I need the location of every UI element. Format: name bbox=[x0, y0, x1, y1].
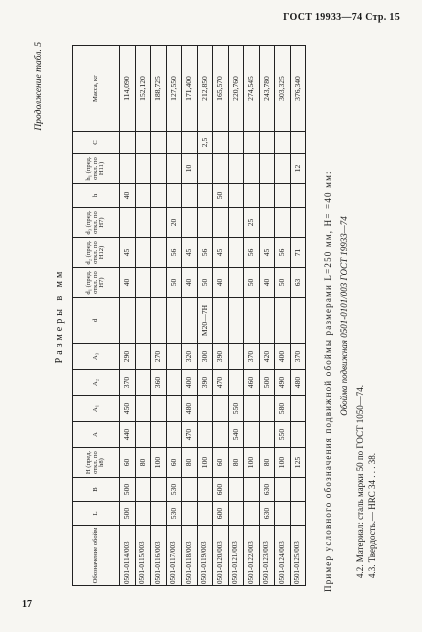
table-caption: Размеры в мм bbox=[54, 268, 65, 364]
table-cell: 370 bbox=[244, 344, 260, 370]
table-cell bbox=[135, 344, 151, 370]
table-cell bbox=[151, 208, 167, 238]
table-cell: 370 bbox=[290, 344, 306, 370]
table-cell bbox=[259, 154, 275, 184]
table-cell: 80 bbox=[259, 448, 275, 478]
table-cell: 100 bbox=[244, 448, 260, 478]
table-cell: 450 bbox=[120, 396, 136, 422]
table-cell: 50 bbox=[197, 268, 213, 298]
table-cell: 114,090 bbox=[120, 46, 136, 132]
table-cell bbox=[166, 132, 182, 154]
table-cell bbox=[135, 502, 151, 526]
table-cell bbox=[166, 422, 182, 448]
table-cell: 80 bbox=[135, 448, 151, 478]
table-cell bbox=[151, 184, 167, 208]
table-cell: 390 bbox=[197, 370, 213, 396]
table-cell bbox=[259, 422, 275, 448]
table-cell: 100 bbox=[197, 448, 213, 478]
table-cell bbox=[197, 396, 213, 422]
table-cell: 125 bbox=[290, 448, 306, 478]
designation-cell: 0501-0121/003 bbox=[228, 526, 244, 586]
table-cell bbox=[244, 502, 260, 526]
column-header: d₃ (пред. откл. по H7) bbox=[73, 208, 120, 238]
table-cell bbox=[275, 208, 291, 238]
column-header: A₂ bbox=[73, 370, 120, 396]
table-cell: 580 bbox=[275, 396, 291, 422]
table-cell bbox=[275, 298, 291, 344]
table-cell: 243,780 bbox=[259, 46, 275, 132]
table-cell bbox=[228, 298, 244, 344]
table-row bbox=[290, 46, 306, 586]
designation-cell: 0501-0124/003 bbox=[275, 526, 291, 586]
table-cell bbox=[120, 208, 136, 238]
notes-block bbox=[322, 40, 379, 592]
table-cell bbox=[151, 422, 167, 448]
table-cell bbox=[135, 208, 151, 238]
page-number: 17 bbox=[22, 599, 32, 610]
table-cell: 274,545 bbox=[244, 46, 260, 132]
table-cell: 2,5 bbox=[197, 132, 213, 154]
table-cell bbox=[275, 502, 291, 526]
table-cell: 56 bbox=[197, 238, 213, 268]
table-cell bbox=[135, 132, 151, 154]
table-cell: 290 bbox=[120, 344, 136, 370]
table-cell: 270 bbox=[151, 344, 167, 370]
table-cell bbox=[228, 154, 244, 184]
table-cell bbox=[244, 154, 260, 184]
table-cell bbox=[213, 208, 229, 238]
table-cell bbox=[228, 502, 244, 526]
column-header: A₃ bbox=[73, 344, 120, 370]
table-row bbox=[120, 46, 136, 586]
table-cell: 530 bbox=[166, 502, 182, 526]
table-cell bbox=[259, 298, 275, 344]
table-cell: 152,120 bbox=[135, 46, 151, 132]
table-cell bbox=[275, 184, 291, 208]
table-cell bbox=[151, 396, 167, 422]
table-cell bbox=[120, 298, 136, 344]
table-cell bbox=[135, 370, 151, 396]
table-cell: 300 bbox=[197, 344, 213, 370]
table-cell: 470 bbox=[182, 422, 198, 448]
table-cell: 56 bbox=[244, 238, 260, 268]
table-cell bbox=[151, 154, 167, 184]
designation-cell: 0501-0114/003 bbox=[120, 526, 136, 586]
table-cell: 40 bbox=[213, 268, 229, 298]
table-cell bbox=[259, 132, 275, 154]
table-cell: 40 bbox=[259, 268, 275, 298]
table-cell bbox=[244, 184, 260, 208]
designation-cell: 0501-0117/003 bbox=[166, 526, 182, 586]
table-cell: 60 bbox=[213, 448, 229, 478]
table-cell: 320 bbox=[182, 344, 198, 370]
table-cell bbox=[244, 396, 260, 422]
table-row bbox=[182, 46, 198, 586]
table-cell: 550 bbox=[275, 422, 291, 448]
table-cell: 440 bbox=[120, 422, 136, 448]
table-cell bbox=[228, 478, 244, 502]
table-cell: 500 bbox=[120, 502, 136, 526]
table-row bbox=[135, 46, 151, 586]
table-cell bbox=[197, 502, 213, 526]
table-cell bbox=[213, 132, 229, 154]
page-header bbox=[283, 12, 400, 23]
table-cell bbox=[182, 132, 198, 154]
table-cell: 188,725 bbox=[151, 46, 167, 132]
table-cell: 460 bbox=[244, 370, 260, 396]
column-header: h bbox=[73, 184, 120, 208]
column-header: H (пред. откл. по h8) bbox=[73, 448, 120, 478]
table-row bbox=[275, 46, 291, 586]
column-header: d₂ (пред. откл. по H12) bbox=[73, 238, 120, 268]
table-cell bbox=[259, 208, 275, 238]
table-cell: 480 bbox=[182, 396, 198, 422]
designation-cell: 0501-0116/003 bbox=[151, 526, 167, 586]
page-label: Стр. 15 bbox=[365, 12, 400, 23]
table-row bbox=[228, 46, 244, 586]
table-cell: 171,400 bbox=[182, 46, 198, 132]
designation-cell: 0501-0123/003 bbox=[259, 526, 275, 586]
table-cell bbox=[182, 502, 198, 526]
table-cell bbox=[290, 184, 306, 208]
table-cell: 63 bbox=[290, 268, 306, 298]
table-row bbox=[244, 46, 260, 586]
table-cell bbox=[151, 298, 167, 344]
table-cell bbox=[228, 238, 244, 268]
table-cell bbox=[120, 132, 136, 154]
table-cell: 390 bbox=[213, 344, 229, 370]
table-cell bbox=[228, 184, 244, 208]
table-cell: 80 bbox=[182, 448, 198, 478]
table-cell bbox=[135, 298, 151, 344]
table-cell bbox=[275, 154, 291, 184]
table-cell bbox=[135, 396, 151, 422]
table-cell bbox=[244, 132, 260, 154]
column-header: L bbox=[73, 502, 120, 526]
table-cell bbox=[290, 298, 306, 344]
table-cell: 630 bbox=[259, 478, 275, 502]
column-header: d bbox=[73, 298, 120, 344]
standard-number: ГОСТ 19933—74 bbox=[283, 12, 363, 23]
table-cell: 303,325 bbox=[275, 46, 291, 132]
table-cell bbox=[166, 298, 182, 344]
table-cell: 600 bbox=[213, 502, 229, 526]
table-row bbox=[197, 46, 213, 586]
table-cell: 50 bbox=[275, 268, 291, 298]
table-cell: 500 bbox=[259, 370, 275, 396]
table-cell: 60 bbox=[120, 448, 136, 478]
table-cell: 470 bbox=[213, 370, 229, 396]
table-row bbox=[259, 46, 275, 586]
table-cell: 12 bbox=[290, 154, 306, 184]
table-cell: 220,760 bbox=[228, 46, 244, 132]
table-cell bbox=[182, 184, 198, 208]
table-cell bbox=[228, 344, 244, 370]
column-header: d₁ (пред. откл. по H7) bbox=[73, 268, 120, 298]
table-cell: 100 bbox=[151, 448, 167, 478]
table-cell: 100 bbox=[275, 448, 291, 478]
table-header-row bbox=[73, 46, 120, 586]
table-cell bbox=[197, 154, 213, 184]
designation-cell: 0501-0122/003 bbox=[244, 526, 260, 586]
rotated-page-content bbox=[32, 36, 404, 596]
table-cell bbox=[135, 268, 151, 298]
table-cell: 56 bbox=[275, 238, 291, 268]
table-cell: 20 bbox=[166, 208, 182, 238]
table-cell bbox=[197, 184, 213, 208]
table-cell: 400 bbox=[182, 370, 198, 396]
table-cell bbox=[135, 422, 151, 448]
table-row bbox=[213, 46, 229, 586]
table-cell bbox=[182, 298, 198, 344]
table-cell: 600 bbox=[213, 478, 229, 502]
column-header: A bbox=[73, 422, 120, 448]
table-cell bbox=[244, 478, 260, 502]
table-cell bbox=[135, 238, 151, 268]
material-note: 4.2. Материал: сталь марки 50 по ГОСТ 1050—74. bbox=[355, 384, 366, 578]
table-cell bbox=[290, 478, 306, 502]
table-cell: 45 bbox=[259, 238, 275, 268]
table-cell: M20—7H bbox=[197, 298, 213, 344]
table-cell bbox=[135, 154, 151, 184]
designation-cell: 0501-0118/003 bbox=[182, 526, 198, 586]
table-cell: 25 bbox=[244, 208, 260, 238]
table-cell bbox=[151, 238, 167, 268]
table-cell: 45 bbox=[213, 238, 229, 268]
column-header: A₁ bbox=[73, 396, 120, 422]
table-cell: 370 bbox=[120, 370, 136, 396]
table-cell: 420 bbox=[259, 344, 275, 370]
table-cell bbox=[166, 154, 182, 184]
table-cell bbox=[228, 208, 244, 238]
table-cell: 71 bbox=[290, 238, 306, 268]
table-cell: 212,850 bbox=[197, 46, 213, 132]
table-cell: 56 bbox=[166, 238, 182, 268]
table-cell: 540 bbox=[228, 422, 244, 448]
table-cell bbox=[166, 370, 182, 396]
table-cell: 50 bbox=[244, 268, 260, 298]
table-cell: 50 bbox=[166, 268, 182, 298]
table-cell: 40 bbox=[120, 184, 136, 208]
table-cell bbox=[259, 184, 275, 208]
table-row bbox=[166, 46, 182, 586]
table-row bbox=[151, 46, 167, 586]
table-cell: 530 bbox=[166, 478, 182, 502]
table-cell bbox=[290, 422, 306, 448]
designation-cell: 0501-0125/003 bbox=[290, 526, 306, 586]
table-cell bbox=[120, 154, 136, 184]
table-cell bbox=[290, 132, 306, 154]
column-header: Обозначение обойм bbox=[73, 526, 120, 586]
table-cell bbox=[197, 478, 213, 502]
designation-cell: 0501-0120/003 bbox=[213, 526, 229, 586]
table-cell bbox=[135, 478, 151, 502]
table-cell bbox=[228, 268, 244, 298]
column-header: B bbox=[73, 478, 120, 502]
table-cell bbox=[213, 154, 229, 184]
table-cell bbox=[290, 396, 306, 422]
table-cell bbox=[290, 208, 306, 238]
hardness-note: 4.3. Твердость.— HRC 34 . . . 38. bbox=[367, 453, 378, 578]
table-cell: 45 bbox=[182, 238, 198, 268]
table-cell bbox=[151, 502, 167, 526]
table-cell bbox=[228, 370, 244, 396]
table-cell: 630 bbox=[259, 502, 275, 526]
table-cell bbox=[182, 478, 198, 502]
table-cell: 165,570 bbox=[213, 46, 229, 132]
table-cell: 40 bbox=[120, 268, 136, 298]
table-cell bbox=[275, 132, 291, 154]
table-cell: 45 bbox=[120, 238, 136, 268]
table-cell bbox=[135, 184, 151, 208]
table-cell: 550 bbox=[228, 396, 244, 422]
dimensions-table bbox=[72, 45, 306, 586]
table-cell: 360 bbox=[151, 370, 167, 396]
designation-cell: 0501-0119/003 bbox=[197, 526, 213, 586]
table-cell bbox=[151, 132, 167, 154]
table-cell bbox=[290, 502, 306, 526]
designation-cell: 0501-0115/003 bbox=[135, 526, 151, 586]
table-cell: 480 bbox=[290, 370, 306, 396]
table-cell bbox=[244, 298, 260, 344]
column-header: Масса, кг bbox=[73, 46, 120, 132]
table-cell bbox=[197, 422, 213, 448]
table-cell bbox=[166, 344, 182, 370]
example-text: Пример условного обозначения подвижной обоймы размерами L=250 мм, H= =40 мм: bbox=[323, 170, 333, 592]
table-cell bbox=[244, 422, 260, 448]
table-cell bbox=[151, 478, 167, 502]
column-header: C bbox=[73, 132, 120, 154]
table-cell bbox=[166, 184, 182, 208]
table-cell bbox=[259, 396, 275, 422]
table-cell bbox=[213, 396, 229, 422]
table-cell: 490 bbox=[275, 370, 291, 396]
table-continuation-label: Продолжение табл. 5 bbox=[34, 42, 44, 131]
table-cell bbox=[275, 478, 291, 502]
column-header: h₁ (пред. откл. по H11) bbox=[73, 154, 120, 184]
table-cell bbox=[182, 208, 198, 238]
table-cell: 400 bbox=[275, 344, 291, 370]
table-cell: 40 bbox=[182, 268, 198, 298]
table-cell bbox=[213, 422, 229, 448]
table-cell bbox=[151, 268, 167, 298]
example-designation: Обойма подвижная 0501-0101/003 ГОСТ 19933—74 bbox=[339, 216, 350, 416]
table-cell: 500 bbox=[120, 478, 136, 502]
table-cell: 50 bbox=[213, 184, 229, 208]
table-cell: 10 bbox=[182, 154, 198, 184]
table-cell: 127,550 bbox=[166, 46, 182, 132]
table-cell: 60 bbox=[166, 448, 182, 478]
table-cell: 80 bbox=[228, 448, 244, 478]
table-cell bbox=[166, 396, 182, 422]
table-cell bbox=[213, 298, 229, 344]
table-cell bbox=[197, 208, 213, 238]
table-body bbox=[120, 46, 306, 586]
table-cell bbox=[228, 132, 244, 154]
table-cell: 376,340 bbox=[290, 46, 306, 132]
